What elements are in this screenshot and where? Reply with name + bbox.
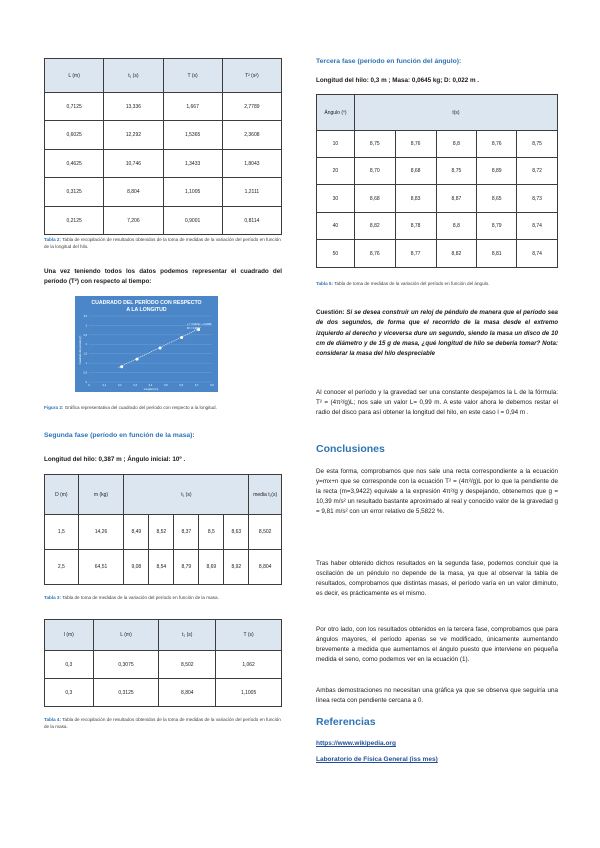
table-row xyxy=(317,240,558,268)
table-cell: 0,3075 xyxy=(93,651,159,679)
table-row xyxy=(317,158,558,185)
table-row xyxy=(45,121,282,150)
chart-x-axis-label: Longitud (m) xyxy=(143,388,159,391)
table-3-header-d: D (m) xyxy=(45,475,79,515)
chart-y-tick-label: 1,5 xyxy=(83,352,87,356)
table-cell: 2,3608 xyxy=(222,121,281,150)
table-cell: 8,8 xyxy=(436,131,477,158)
table-cell: 7,206 xyxy=(104,207,163,235)
table-4-caption xyxy=(44,716,282,730)
table-4-header-t1: t₁ (s) xyxy=(159,620,216,651)
conclusiones-heading: Conclusiones xyxy=(316,443,385,455)
table-cell: 8,68 xyxy=(354,185,395,213)
table-5-caption xyxy=(316,280,558,287)
chart-y-tick-label: 1 xyxy=(85,362,87,366)
table-5-header-angle: Ángulo (º) xyxy=(317,95,355,131)
chart-title-line-1: CUADRADO DEL PERÍODO CON RESPECTO xyxy=(91,300,202,306)
table-row xyxy=(45,93,282,121)
table-cell: 8,804 xyxy=(249,550,282,585)
caption-label: Tabla 4: xyxy=(44,717,62,722)
table-cell: 8,804 xyxy=(159,679,216,707)
table-row xyxy=(317,131,558,158)
table-cell: 8,73 xyxy=(517,185,558,213)
table-cell: 1,2111 xyxy=(222,178,281,207)
table-cell: 0,8114 xyxy=(222,207,281,235)
table-cell: 12,292 xyxy=(104,121,163,150)
table-cell: 0,6025 xyxy=(45,121,104,150)
chart-figure-2 xyxy=(75,296,218,392)
table-cell: 8,74 xyxy=(517,213,558,240)
chart-r2: R² = 0,9997 xyxy=(187,327,201,330)
table-row xyxy=(45,550,282,585)
table-4-header-t: T (s) xyxy=(216,620,282,651)
chart-x-tick-label: 0,3 xyxy=(133,384,137,387)
chart-equation: y = 3,9422x + 0,0093 xyxy=(187,323,212,326)
caption-text: Tabla de recopilación de resultados obtenidos de la toma de medidas de la variación del período en función de la masa. xyxy=(44,717,281,729)
table-cell: 0,9001 xyxy=(163,207,222,235)
segunda-fase-params: Longitud del hilo: 0,387 m ; Ángulo inicial: 10º . xyxy=(44,456,186,463)
caption-label: Tabla 3: xyxy=(44,595,62,600)
caption-text: Tabla de toma de medidas de la variación del período en función del ángulo. xyxy=(334,281,490,286)
table-cell: 8,92 xyxy=(224,550,249,585)
caption-label: Tabla 5: xyxy=(316,281,334,286)
table-cell: 8,82 xyxy=(436,240,477,268)
table-cell: 8,502 xyxy=(159,651,216,679)
table-cell: 8,79 xyxy=(477,213,517,240)
table-cell: 50 xyxy=(317,240,355,268)
caption-label: Tabla 2: xyxy=(44,237,62,242)
tercera-fase-title: Tercera fase (período en función del ángulo): xyxy=(316,58,462,65)
table-cell: 1,062 xyxy=(216,651,282,679)
table-cell: 8,74 xyxy=(517,240,558,268)
table-cell: 0,3 xyxy=(45,679,94,707)
table-cell: 8,79 xyxy=(174,550,199,585)
chart-x-tick-label: 0,1 xyxy=(102,384,107,387)
chart-y-tick-label: 3 xyxy=(85,324,87,328)
table-cell: 8,81 xyxy=(477,240,517,268)
table-cell: 0,3125 xyxy=(45,178,104,207)
conclusiones-paragraph-3: Por otro lado, con los resultados obtenidos en la tercera fase, comprobamos que para ángulos mayores, el período apenas se ve modificado, únicamente aumentando brevemente a medida que aumentamos el ángulo puesto que interviene en pequeña medida el seno, como podemos ver en la ecuación (1). xyxy=(316,626,558,663)
table-3-header-m: m (kg) xyxy=(78,475,124,515)
table-cell: 1,1005 xyxy=(163,178,222,207)
table-2-header-t: T (s) xyxy=(163,59,222,93)
answer-paragraph: Al conocer el período y la gravedad ser una constante despejamos la L de la fórmula: T² = (4π²/g)L; nos sale un valor L= 0,99 m. A este valor ahora le debemos restar el radio del disco para así obtener la longitud del hilo, en este caso l = 0,94 m . xyxy=(316,389,558,416)
table-3-header-media: media t₁(s) xyxy=(249,475,282,515)
chart-point xyxy=(180,336,183,339)
reference-link-wikipedia[interactable]: https://www.wikipedia.org xyxy=(316,740,396,747)
table-cell: 13,336 xyxy=(104,93,163,121)
table-cell: 8,37 xyxy=(174,515,199,550)
referencias-heading: Referencias xyxy=(316,716,376,728)
table-cell: 10 xyxy=(317,131,355,158)
table-cell: 1,8043 xyxy=(222,150,281,178)
tercera-fase-params: Longitud del hilo: 0,3 m ; Masa: 0,0645 kg; D: 0,022 m . xyxy=(316,77,480,84)
table-5 xyxy=(316,94,558,268)
table-row xyxy=(45,515,282,550)
table-cell: 8,69 xyxy=(199,550,224,585)
table-cell: 1,667 xyxy=(163,93,222,121)
table-cell: 40 xyxy=(317,213,355,240)
chart-y-tick-label: 3,5 xyxy=(83,314,87,318)
caption-text: Tabla de toma de medidas de la variación del período en función de la masa. xyxy=(62,595,219,600)
caption-text: Gráfica representativa del cuadrado del período con respecto a la longitud. xyxy=(64,405,217,410)
table-row xyxy=(317,185,558,213)
table-cell: 8,65 xyxy=(477,185,517,213)
cuestion-block xyxy=(316,308,558,359)
chart-x-tick-label: 0,8 xyxy=(210,384,214,387)
table-cell: 8,8 xyxy=(436,213,477,240)
segunda-fase-title: Segunda fase (período en función de la masa): xyxy=(44,432,195,439)
table-cell: 8,76 xyxy=(395,131,436,158)
table-3 xyxy=(44,474,282,585)
table-cell: 0,7125 xyxy=(45,93,104,121)
chart-y-tick-label: 2 xyxy=(85,343,87,347)
cuestion-label: Cuestión: xyxy=(316,309,345,316)
table-cell: 0,4625 xyxy=(45,150,104,178)
table-2-caption xyxy=(44,236,282,250)
table-cell: 8,68 xyxy=(395,158,436,185)
table-3-caption xyxy=(44,594,282,601)
table-cell: 2,7789 xyxy=(222,93,281,121)
table-cell: 20 xyxy=(317,158,355,185)
table-2-header-t2: T² (s²) xyxy=(222,59,281,93)
table-row xyxy=(45,150,282,178)
table-row xyxy=(317,213,558,240)
caption-label: Figura 2: xyxy=(44,405,64,410)
figure-2-caption xyxy=(44,404,282,411)
cuestion-text: Si se desea construir un reloj de péndulo de manera que el período sea de dos segundos, de forma que el recorrido de la masa desde el extremo izquierdo al derecho y viceversa dure un segundo, siendo la masa un disco de 10 cm de diámetro y de 15 g de masa, ¿qué longitud de hilo se debería tomar? Nota: considerar la masa del hilo despreciable xyxy=(316,309,558,358)
table-cell: 8,75 xyxy=(517,131,558,158)
chart-y-axis-label: Cuadrado del período (s²) xyxy=(79,335,82,365)
table-cell: 0,2125 xyxy=(45,207,104,235)
table-cell: 1,3433 xyxy=(163,150,222,178)
chart-point xyxy=(120,365,123,368)
table-cell: 30 xyxy=(317,185,355,213)
table-cell: 8,75 xyxy=(354,131,395,158)
table-cell: 8,87 xyxy=(436,185,477,213)
table-cell: 2,5 xyxy=(45,550,79,585)
chart-y-tick-label: 0,5 xyxy=(83,371,87,375)
table-row xyxy=(45,207,282,235)
table-cell: 8,63 xyxy=(224,515,249,550)
reference-link-laboratorio[interactable]: Laboratorio de Física General (iss mes) xyxy=(316,756,438,763)
table-cell: 8,78 xyxy=(395,213,436,240)
conclusiones-paragraph-2: Tras haber obtenido dichos resultados en la segunda fase, podemos concluir que la oscilación de un péndulo no depende de la masa, ya que al observar la tabla de resultados, comprobamos que distintas masas, el período varía en un valor diminuto, es decir, es prácticamente es el mismo. xyxy=(316,560,558,597)
table-cell: 9,08 xyxy=(124,550,149,585)
table-row xyxy=(45,679,282,707)
table-cell: 10,746 xyxy=(104,150,163,178)
table-cell: 8,502 xyxy=(249,515,282,550)
table-cell: 0,3125 xyxy=(93,679,159,707)
table-4 xyxy=(44,619,282,707)
table-row xyxy=(45,178,282,207)
caption-text: Tabla de recopilación de resultados obtenidos de la toma de medidas de la variación del período en función de la longitud del hilo. xyxy=(44,237,281,249)
conclusiones-paragraph-1: De esta forma, comprobamos que nos sale una recta correspondiente a la ecuación y=mx+n que se corresponde con la ecuación T² = (4π²/g)L por lo que la pendiente de la recta (m=3,9422) equivale a la expresión 4π²/g y despejando, obtenemos que g = 10,39 m/s² un resultado bastante aproximado al real y conocido valor de la gravedad g = 9,81 m/s² con un error relativo de 5,5822 %. xyxy=(316,468,558,515)
table-cell: 1,5 xyxy=(45,515,79,550)
table-4-header-l: L (m) xyxy=(93,620,159,651)
table-row xyxy=(45,651,282,679)
chart-x-tick-label: 0,6 xyxy=(179,384,183,387)
table-cell: 64,51 xyxy=(78,550,124,585)
table-cell: 8,76 xyxy=(354,240,395,268)
table-cell: 8,75 xyxy=(436,158,477,185)
intro-paragraph: Una vez teniendo todos los datos podemos representar el cuadrado del período (T²) con respecto al tiempo: xyxy=(44,268,282,285)
table-2-header-l: L (m) xyxy=(45,59,104,93)
table-cell: 8,77 xyxy=(395,240,436,268)
chart-x-tick-label: 0,5 xyxy=(164,384,168,387)
table-3-header-t1: t₁ (s) xyxy=(124,475,249,515)
table-cell: 8,52 xyxy=(149,515,174,550)
table-cell: 8,5 xyxy=(199,515,224,550)
table-cell: 8,83 xyxy=(395,185,436,213)
table-cell: 8,76 xyxy=(477,131,517,158)
table-cell: 8,49 xyxy=(124,515,149,550)
chart-x-tick-label: 0,4 xyxy=(148,384,153,387)
table-cell: 8,54 xyxy=(149,550,174,585)
table-2 xyxy=(44,58,282,235)
chart-point xyxy=(136,358,139,361)
table-cell: 0,3 xyxy=(45,651,94,679)
table-cell: 8,82 xyxy=(354,213,395,240)
table-cell: 8,72 xyxy=(517,158,558,185)
chart-y-tick-label: 2,5 xyxy=(83,333,87,337)
table-cell: 1,1005 xyxy=(216,679,282,707)
chart-point xyxy=(159,346,162,349)
table-cell: 8,70 xyxy=(354,158,395,185)
conclusiones-paragraph-4: Ambas demostraciones no necesitan una gráfica ya que se observa que seguiría una línea recta con pendiente cercana a 0. xyxy=(316,687,558,704)
table-2-header-t1: t₁ (s) xyxy=(104,59,163,93)
chart-title-line-2: A LA LONGITUD xyxy=(126,307,167,313)
table-cell: 8,804 xyxy=(104,178,163,207)
table-cell: 14,26 xyxy=(78,515,124,550)
table-cell: 8,89 xyxy=(477,158,517,185)
chart-x-tick-label: 0 xyxy=(88,384,90,387)
chart-y-tick-label: 0 xyxy=(85,380,87,384)
chart-x-tick-label: 0,2 xyxy=(118,384,122,387)
table-4-header-l-small: l (m) xyxy=(45,620,94,651)
table-5-header-t: t(s) xyxy=(354,95,557,131)
table-cell: 1,5365 xyxy=(163,121,222,150)
chart-x-tick-label: 0,7 xyxy=(194,384,199,387)
